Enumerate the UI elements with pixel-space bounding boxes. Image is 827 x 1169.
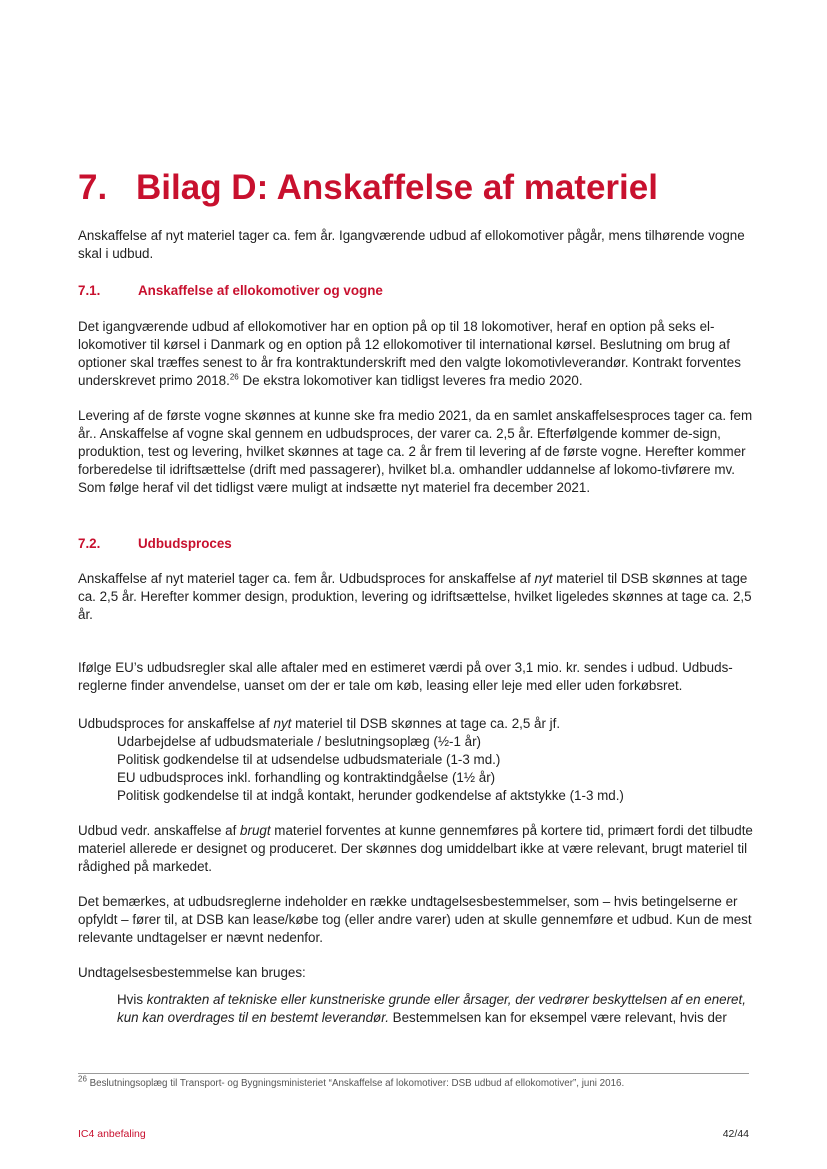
- list-item: Politisk godkendelse til at udsendelse udbudsmateriale (1-3 md.): [117, 752, 501, 767]
- paragraph-brugt-materiel: Udbud vedr. anskaffelse af brugt materiel forventes at kunne gennemføres på kortere tid, primært fordi det tilbudte materiel allerede er designet og produceret. Der skønnes dog umiddelbart ikke at være relevant, brugt materiel til rådighed på markedet.: [78, 823, 753, 874]
- footnote-divider: [78, 1073, 749, 1074]
- section-heading-7-1: [78, 283, 383, 298]
- section-title: Udbudsproces: [138, 536, 232, 551]
- exception-quote: Hvis kontrakten af tekniske eller kunstneriske grunde eller årsager, der vedrører beskyttelsen af en eneret, kun kan overdrages til en bestemt leverandør. Bestemmelsen kan for eksempel være relevant, hvis der: [117, 992, 746, 1025]
- chapter-title: Bilag D: Anskaffelse af materiel: [136, 168, 658, 207]
- footnote: [78, 1074, 625, 1089]
- paragraph-undtagelser: Det bemærkes, at udbudsreglerne indeholder en række undtagelsesbestemmelser, som – hvis betingelserne er opfyldt – fører til, at DSB kan lease/købe tog (eller andre varer) uden at skulle gennemføre et udbud. Kun de mest relevante undtagelser er nævnt nedenfor.: [78, 894, 752, 945]
- footnote-text: Beslutningsoplæg til Transport- og Bygningsministeriet “Anskaffelse af lokomotiver: DSB udbud af ellokomotiver”, juni 2016.: [86, 1078, 625, 1089]
- footnote-reference: 26: [229, 372, 239, 382]
- intro-paragraph: Anskaffelse af nyt materiel tager ca. fem år. Igangværende udbud af ellokomotiver pågår, mens tilhørende vogne skal i udbud.: [78, 228, 745, 261]
- process-steps-list: [117, 733, 757, 805]
- page-number: 42/44: [722, 1128, 749, 1140]
- chapter-heading: [78, 168, 658, 208]
- section-heading-7-2: [78, 536, 232, 551]
- footer-document-title: IC4 anbefaling: [78, 1128, 146, 1140]
- footnote-number: 26: [78, 1074, 87, 1084]
- paragraph-udbudsproces: Anskaffelse af nyt materiel tager ca. fem år. Udbudsproces for anskaffelse af nyt materiel til DSB skønnes at tage ca. 2,5 år. Herefter kommer design, produktion, levering og idriftsættelse, hvilket ligeledes skønnes at tage ca. 2,5 år.: [78, 571, 752, 622]
- chapter-number: 7.: [78, 168, 108, 207]
- list-item: EU udbudsproces inkl. forhandling og kontraktindgåelse (1½ år): [117, 770, 496, 785]
- section-title: Anskaffelse af ellokomotiver og vogne: [138, 283, 383, 298]
- list-item: Politisk godkendelse til at indgå kontakt, herunder godkendelse af aktstykke (1-3 md.): [117, 788, 624, 803]
- paragraph-undtagelse-intro: Undtagelsesbestemmelse kan bruges:: [78, 965, 306, 980]
- section-number: 7.2.: [78, 536, 101, 551]
- list-item: Udarbejdelse af udbudsmateriale / beslutningsoplæg (½-1 år): [117, 734, 481, 749]
- paragraph-eu-udbudsregler: Ifølge EU’s udbudsregler skal alle aftaler med en estimeret værdi på over 3,1 mio. kr. sendes i udbud. Udbuds-reglerne finder anvendelse, uanset om der er tale om køb, leasing eller leje med eller uden forkøbsret.: [78, 660, 733, 693]
- section-number: 7.1.: [78, 283, 101, 298]
- paragraph-vogne: Levering af de første vogne skønnes at kunne ske fra medio 2021, da en samlet anskaffelsesproces tager ca. fem år.. Anskaffelse af vogne skal gennem en udbudsproces, der varer ca. 2,5 år. Efterfølgende kommer de-sign, produktion, test og levering, hvilket skønnes at tage ca. 2 år frem til levering af de første vogne. Herefter kommer forberedelse til idriftsættelse (drift med passagerer), hvilket bl.a. omhandler uddannelse af lokomo-tivførere mv. Som følge heraf vil det tidligst være muligt at indsætte nyt materiel fra december 2021.: [78, 408, 753, 495]
- paragraph-ellokomotiver: Det igangværende udbud af ellokomotiver har en option på op til 18 lokomotiver, heraf en option på seks el-lokomotiver til kørsel i Danmark og en option på 12 ellokomotiver til international kørsel. Beslutning om brug af optioner skal træffes senest to år fra kontraktunderskrift med den valgte lokomotivleverandør. Kontrakt forventes underskrevet primo 2018.26 De ekstra lokomotiver kan tidligst leveres fra medio 2020.: [78, 319, 741, 388]
- paragraph-list-intro: Udbudsproces for anskaffelse af nyt materiel til DSB skønnes at tage ca. 2,5 år jf.: [78, 716, 561, 731]
